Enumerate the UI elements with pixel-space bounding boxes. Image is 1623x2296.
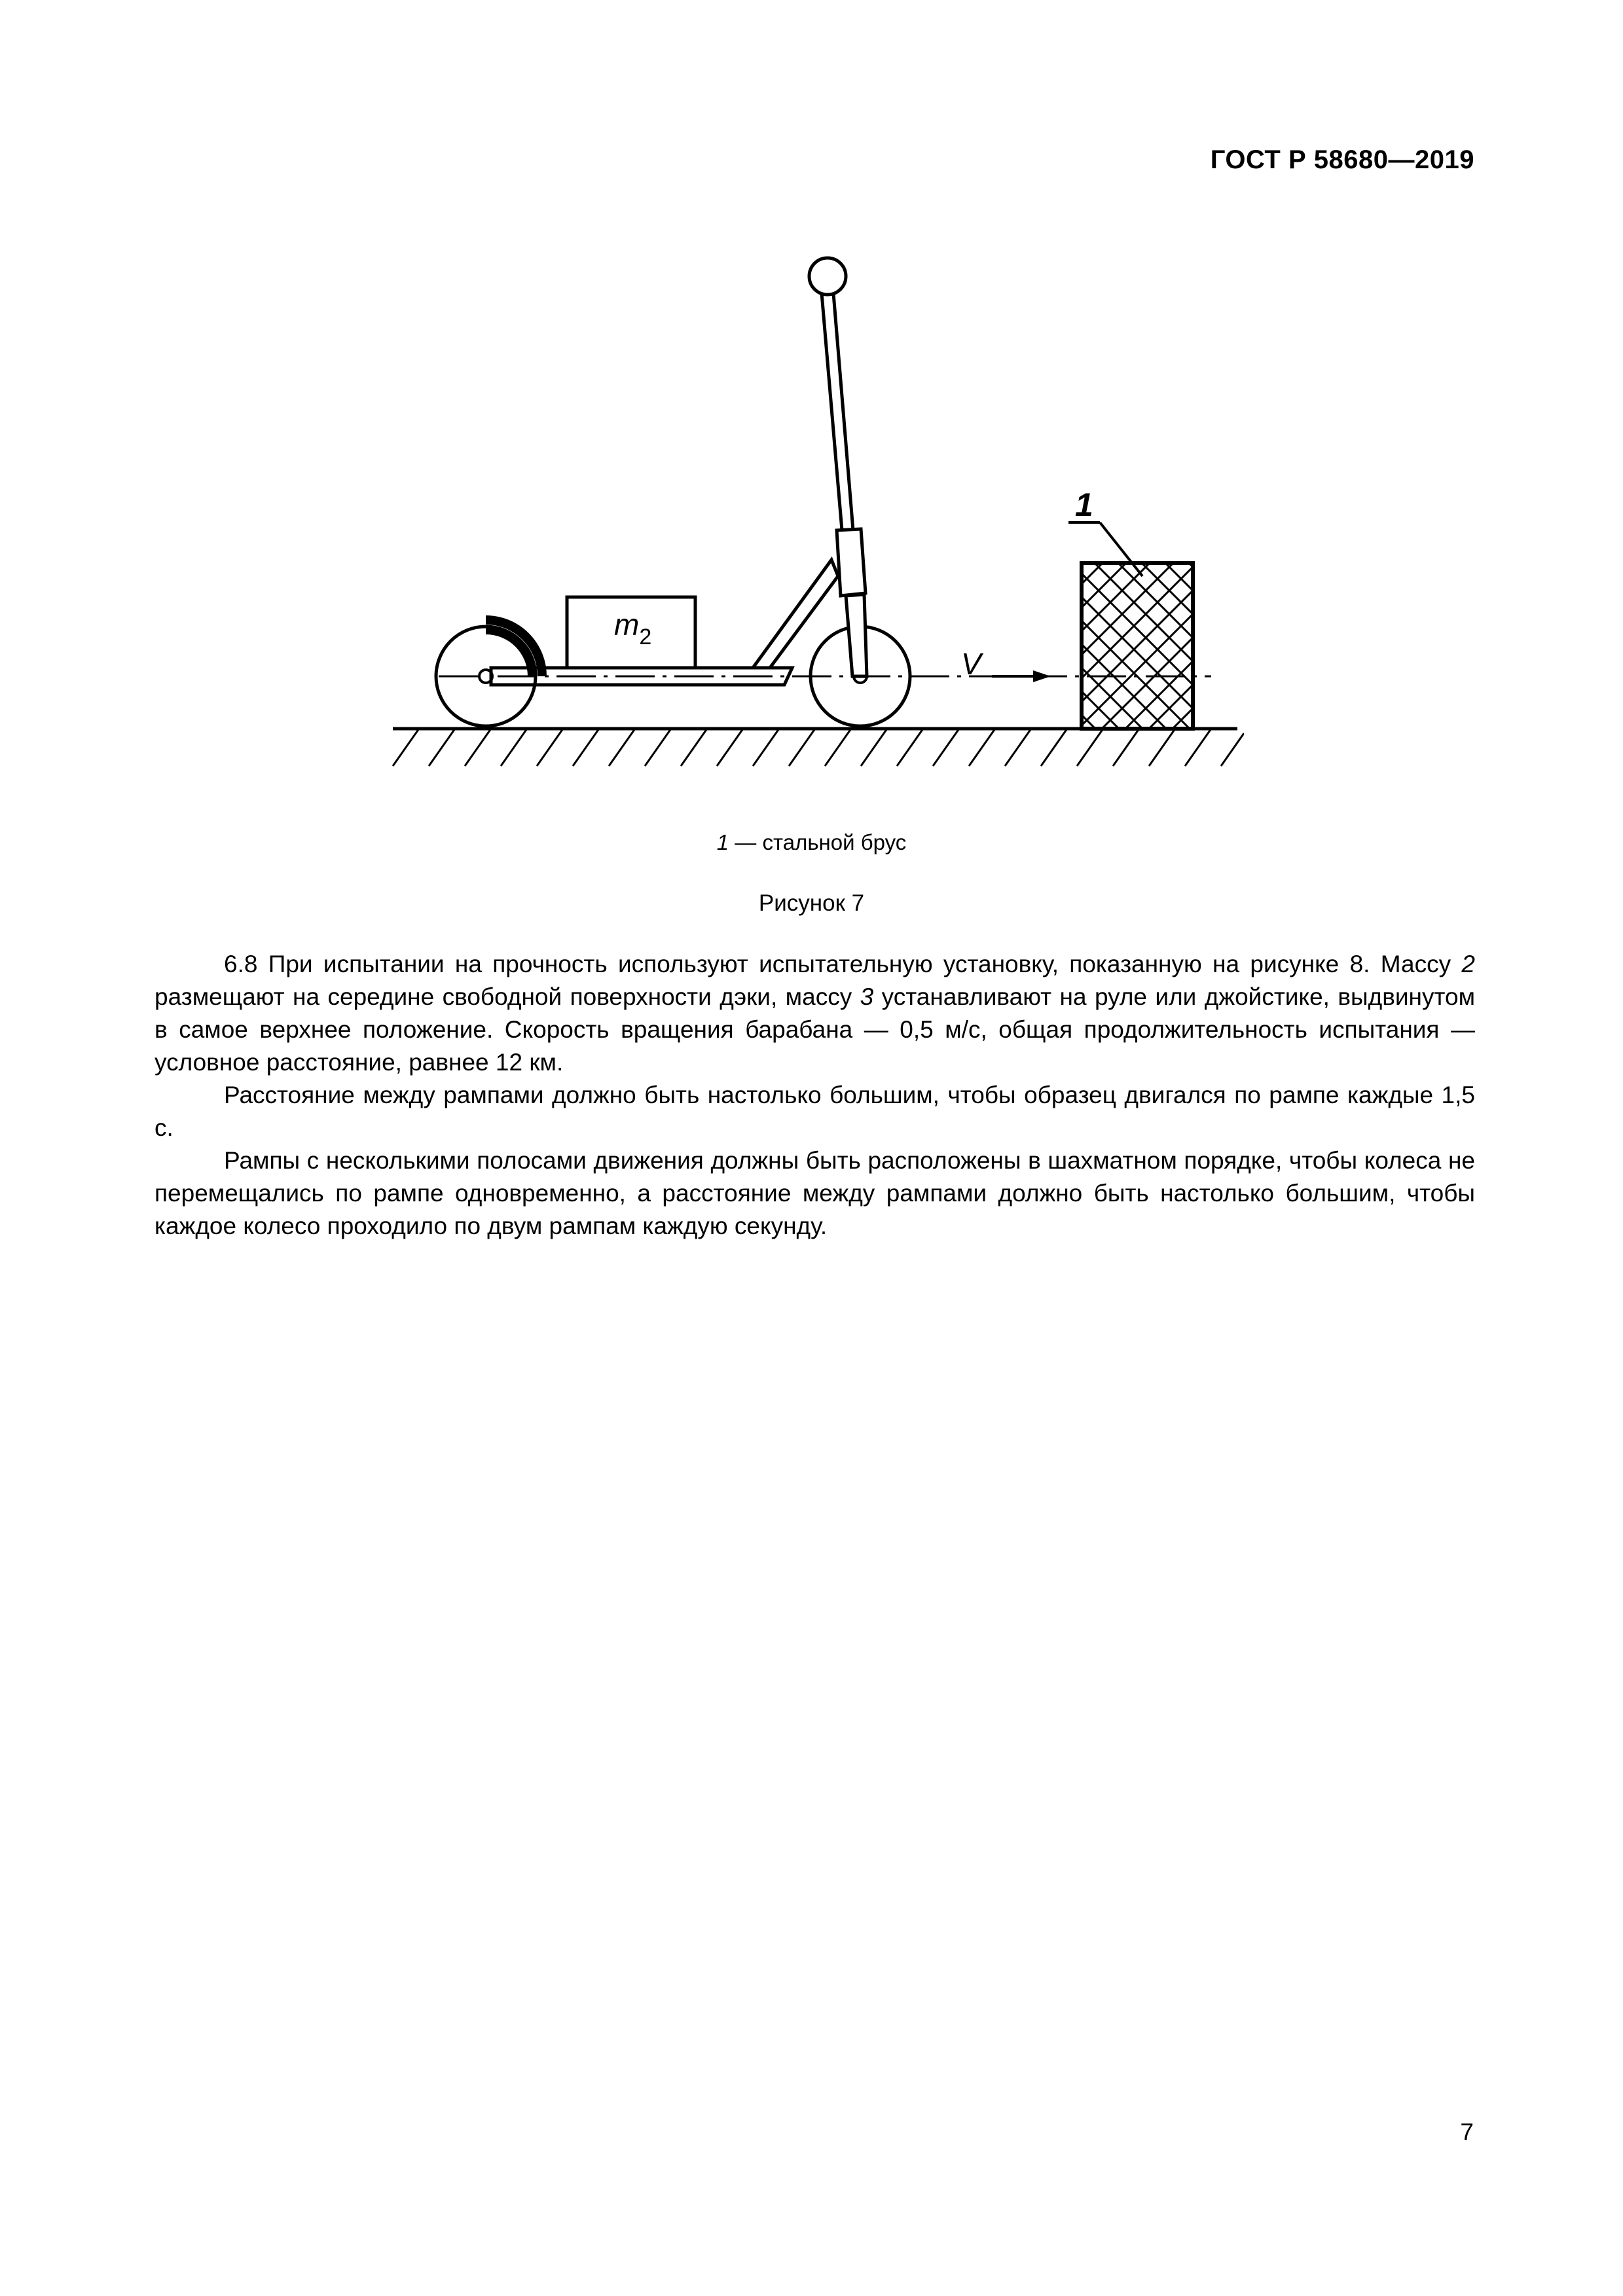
paragraph-6-8: 6.8 При испытании на прочность используют испытательную установку, показанную на рисунке 8. Массу 2 размещают на середине свободной поверхности дэки, массу 3 устанавливают на руле или джойстике, выдвинутом в самое верхнее положение. Скорость вращения барабана — 0,5 м/с, общая продолжительность испытания — условное расстояние, равнее 12 км. — [155, 951, 1476, 1076]
mass-label: $m_2$ — [614, 608, 652, 649]
key-number: 1 — [716, 830, 729, 854]
scooter-impact-test-figure — [380, 249, 1244, 805]
steel-bar — [1082, 563, 1193, 729]
steering-clamp — [837, 529, 866, 596]
handlebar-knob — [809, 258, 846, 295]
key-text: — стальной брус — [729, 830, 907, 854]
document-header: ГОСТ Р 58680—2019 — [1210, 145, 1474, 174]
paragraph-ramp-distance: Расстояние между рампами должно быть настолько большим, чтобы образец двигался по рампе каждые 1,5 с. — [155, 1082, 1475, 1141]
paragraph-multi-lane-ramps: Рампы с несколькими полосами движения должны быть расположены в шахматном порядке, чтобы колеса не перемещались по рампе одновременно, а расстояние между рампами должно быть настолько большим, чтобы каждое колесо проходило по двум рампам каждую секунду. — [155, 1147, 1475, 1239]
steering-neck — [753, 560, 838, 668]
svg-text:1: 1 — [1075, 486, 1093, 523]
steering-column — [821, 285, 853, 530]
velocity-label: V — [961, 647, 981, 681]
rear-wheel — [436, 620, 542, 726]
ground — [393, 729, 1244, 766]
page-number: 7 — [1460, 2119, 1474, 2145]
arrow-head-icon — [1033, 670, 1051, 682]
figure-caption: Рисунок 7 — [758, 890, 865, 916]
front-fork — [846, 594, 867, 676]
figure-key — [0, 830, 1623, 855]
body-text — [155, 948, 1475, 1243]
